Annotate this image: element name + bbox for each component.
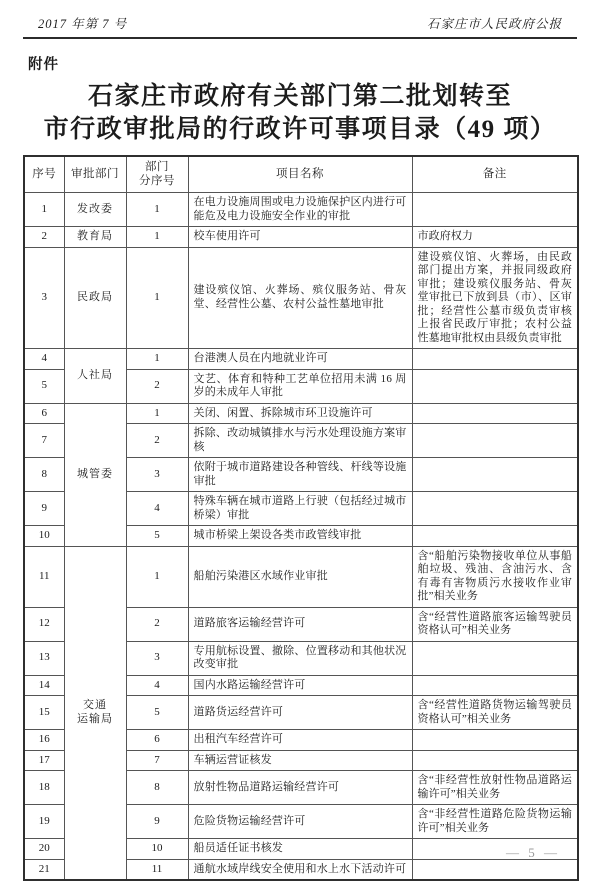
- row-number-cell: 7: [24, 424, 64, 458]
- row-number-cell: 5: [24, 369, 64, 403]
- project-name-cell: 在电力设施周围或电力设施保护区内进行可能危及电力设施安全作业的审批: [188, 193, 412, 227]
- department-subnumber-cell: 4: [126, 492, 188, 526]
- project-name-cell: 车辆运营证核发: [188, 750, 412, 771]
- document-title: [23, 80, 577, 146]
- remark-cell: 含“船舶污染物接收单位从事船舶垃圾、残油、含油污水、含有毒有害物质污水接收作业审批”相关业务: [412, 546, 578, 607]
- table-row: [24, 227, 578, 248]
- row-number-cell: 18: [24, 771, 64, 805]
- department-cell: 发改委: [64, 193, 126, 227]
- department-subnumber-cell: 3: [126, 458, 188, 492]
- remark-cell: [412, 424, 578, 458]
- document-title-line1: 石家庄市政府有关部门第二批划转至: [87, 83, 512, 110]
- masthead: [23, 12, 577, 39]
- remark-cell: 建设殡仪馆、火葬场，由民政部门提出方案，并报同级政府审批；建设殡仪服务站、骨灰堂审批已下放到县（市）、区审批；经营性公墓市级负责审核上报省民政厅审批；农村公益性墓地审批权由县级负责审批: [412, 247, 578, 349]
- project-name-cell: 拆除、改动城镇排水与污水处理设施方案审核: [188, 424, 412, 458]
- row-number-cell: 10: [24, 526, 64, 547]
- project-name-cell: 危险货物运输经营许可: [188, 805, 412, 839]
- department-subnumber-cell: 5: [126, 526, 188, 547]
- remark-cell: 含“经营性道路货物运输驾驶员资格认可”相关业务: [412, 696, 578, 730]
- department-cell: 教育局: [64, 227, 126, 248]
- department-subnumber-cell: 1: [126, 193, 188, 227]
- col-header-remark: 备注: [412, 156, 578, 193]
- table-row: [24, 546, 578, 607]
- project-name-cell: 台港澳人员在内地就业许可: [188, 349, 412, 370]
- project-name-cell: 城市桥梁上架设各类市政管线审批: [188, 526, 412, 547]
- remark-cell: 市政府权力: [412, 227, 578, 248]
- department-subnumber-cell: 6: [126, 730, 188, 751]
- row-number-cell: 3: [24, 247, 64, 349]
- row-number-cell: 13: [24, 641, 64, 675]
- department-cell: 人社局: [64, 349, 126, 404]
- project-name-cell: 通航水域岸线安全使用和水上水下活动许可: [188, 859, 412, 880]
- remark-cell: 含“经营性道路旅客运输驾驶员资格认可”相关业务: [412, 607, 578, 641]
- department-cell: 交通 运输局: [64, 546, 126, 880]
- department-subnumber-cell: 3: [126, 641, 188, 675]
- attachment-label: 附件: [28, 57, 59, 73]
- col-header-department-subnumber: 部门 分序号: [126, 156, 188, 193]
- project-name-cell: 船舶污染港区水域作业审批: [188, 546, 412, 607]
- table-row: [24, 193, 578, 227]
- department-subnumber-cell: 1: [126, 403, 188, 424]
- department-subnumber-cell: 8: [126, 771, 188, 805]
- department-subnumber-cell: 11: [126, 859, 188, 880]
- table-row: [24, 247, 578, 349]
- department-subnumber-cell: 1: [126, 247, 188, 349]
- remark-cell: 含“非经营性道路危险货物运输许可”相关业务: [412, 805, 578, 839]
- remark-cell: [412, 349, 578, 370]
- project-name-cell: 船员适任证书核发: [188, 839, 412, 860]
- row-number-cell: 9: [24, 492, 64, 526]
- project-name-cell: 校车使用许可: [188, 227, 412, 248]
- table-body: [24, 193, 578, 881]
- department-subnumber-cell: 1: [126, 546, 188, 607]
- project-name-cell: 放射性物品道路运输经营许可: [188, 771, 412, 805]
- department-subnumber-cell: 5: [126, 696, 188, 730]
- row-number-cell: 1: [24, 193, 64, 227]
- remark-cell: [412, 403, 578, 424]
- issue-number: 2017 年第 7 号: [38, 17, 128, 31]
- project-name-cell: 专用航标设置、撤除、位置移动和其他状况改变审批: [188, 641, 412, 675]
- publication-name: 石家庄市人民政府公报: [426, 17, 562, 31]
- col-header-row-number: 序号: [24, 156, 64, 193]
- table-row: [24, 349, 578, 370]
- remark-cell: [412, 492, 578, 526]
- remark-cell: [412, 526, 578, 547]
- department-subnumber-cell: 9: [126, 805, 188, 839]
- department-subnumber-cell: 2: [126, 607, 188, 641]
- department-subnumber-cell: 1: [126, 227, 188, 248]
- project-name-cell: 文艺、体育和特种工艺单位招用未满 16 周岁的未成年人审批: [188, 369, 412, 403]
- project-name-cell: 建设殡仪馆、火葬场、殡仪服务站、骨灰堂、经营性公墓、农村公益性墓地审批: [188, 247, 412, 349]
- col-header-department: 审批部门: [64, 156, 126, 193]
- remark-cell: [412, 193, 578, 227]
- project-name-cell: 依附于城市道路建设各种管线、杆线等设施审批: [188, 458, 412, 492]
- row-number-cell: 16: [24, 730, 64, 751]
- department-cell: 民政局: [64, 247, 126, 349]
- remark-cell: [412, 730, 578, 751]
- department-subnumber-cell: 10: [126, 839, 188, 860]
- remark-cell: [412, 675, 578, 696]
- table-header: [24, 156, 578, 193]
- row-number-cell: 17: [24, 750, 64, 771]
- row-number-cell: 6: [24, 403, 64, 424]
- row-number-cell: 8: [24, 458, 64, 492]
- document-title-line2: 市行政审批局的行政许可事项目录（49 项）: [43, 116, 557, 143]
- table-header-row: [24, 156, 578, 193]
- project-name-cell: 道路货运经营许可: [188, 696, 412, 730]
- remark-cell: [412, 641, 578, 675]
- table-row: [24, 403, 578, 424]
- row-number-cell: 2: [24, 227, 64, 248]
- remark-cell: [412, 750, 578, 771]
- row-number-cell: 14: [24, 675, 64, 696]
- department-cell: 城管委: [64, 403, 126, 546]
- row-number-cell: 4: [24, 349, 64, 370]
- row-number-cell: 15: [24, 696, 64, 730]
- remark-cell: [412, 369, 578, 403]
- department-subnumber-cell: 7: [126, 750, 188, 771]
- row-number-cell: 21: [24, 859, 64, 880]
- project-name-cell: 关闭、闲置、拆除城市环卫设施许可: [188, 403, 412, 424]
- remark-cell: [412, 458, 578, 492]
- row-number-cell: 11: [24, 546, 64, 607]
- project-name-cell: 国内水路运输经营许可: [188, 675, 412, 696]
- remark-cell: 含“非经营性放射性物品道路运输许可”相关业务: [412, 771, 578, 805]
- department-subnumber-cell: 2: [126, 424, 188, 458]
- remark-cell: [412, 859, 578, 880]
- project-name-cell: 出租汽车经营许可: [188, 730, 412, 751]
- department-subnumber-cell: 4: [126, 675, 188, 696]
- col-header-project-name: 项目名称: [188, 156, 412, 193]
- page-number: — 5 —: [506, 845, 560, 860]
- department-subnumber-cell: 1: [126, 349, 188, 370]
- row-number-cell: 19: [24, 805, 64, 839]
- approval-items-table: [23, 155, 579, 881]
- project-name-cell: 道路旅客运输经营许可: [188, 607, 412, 641]
- row-number-cell: 20: [24, 839, 64, 860]
- row-number-cell: 12: [24, 607, 64, 641]
- project-name-cell: 特殊车辆在城市道路上行驶（包括经过城市桥梁）审批: [188, 492, 412, 526]
- department-subnumber-cell: 2: [126, 369, 188, 403]
